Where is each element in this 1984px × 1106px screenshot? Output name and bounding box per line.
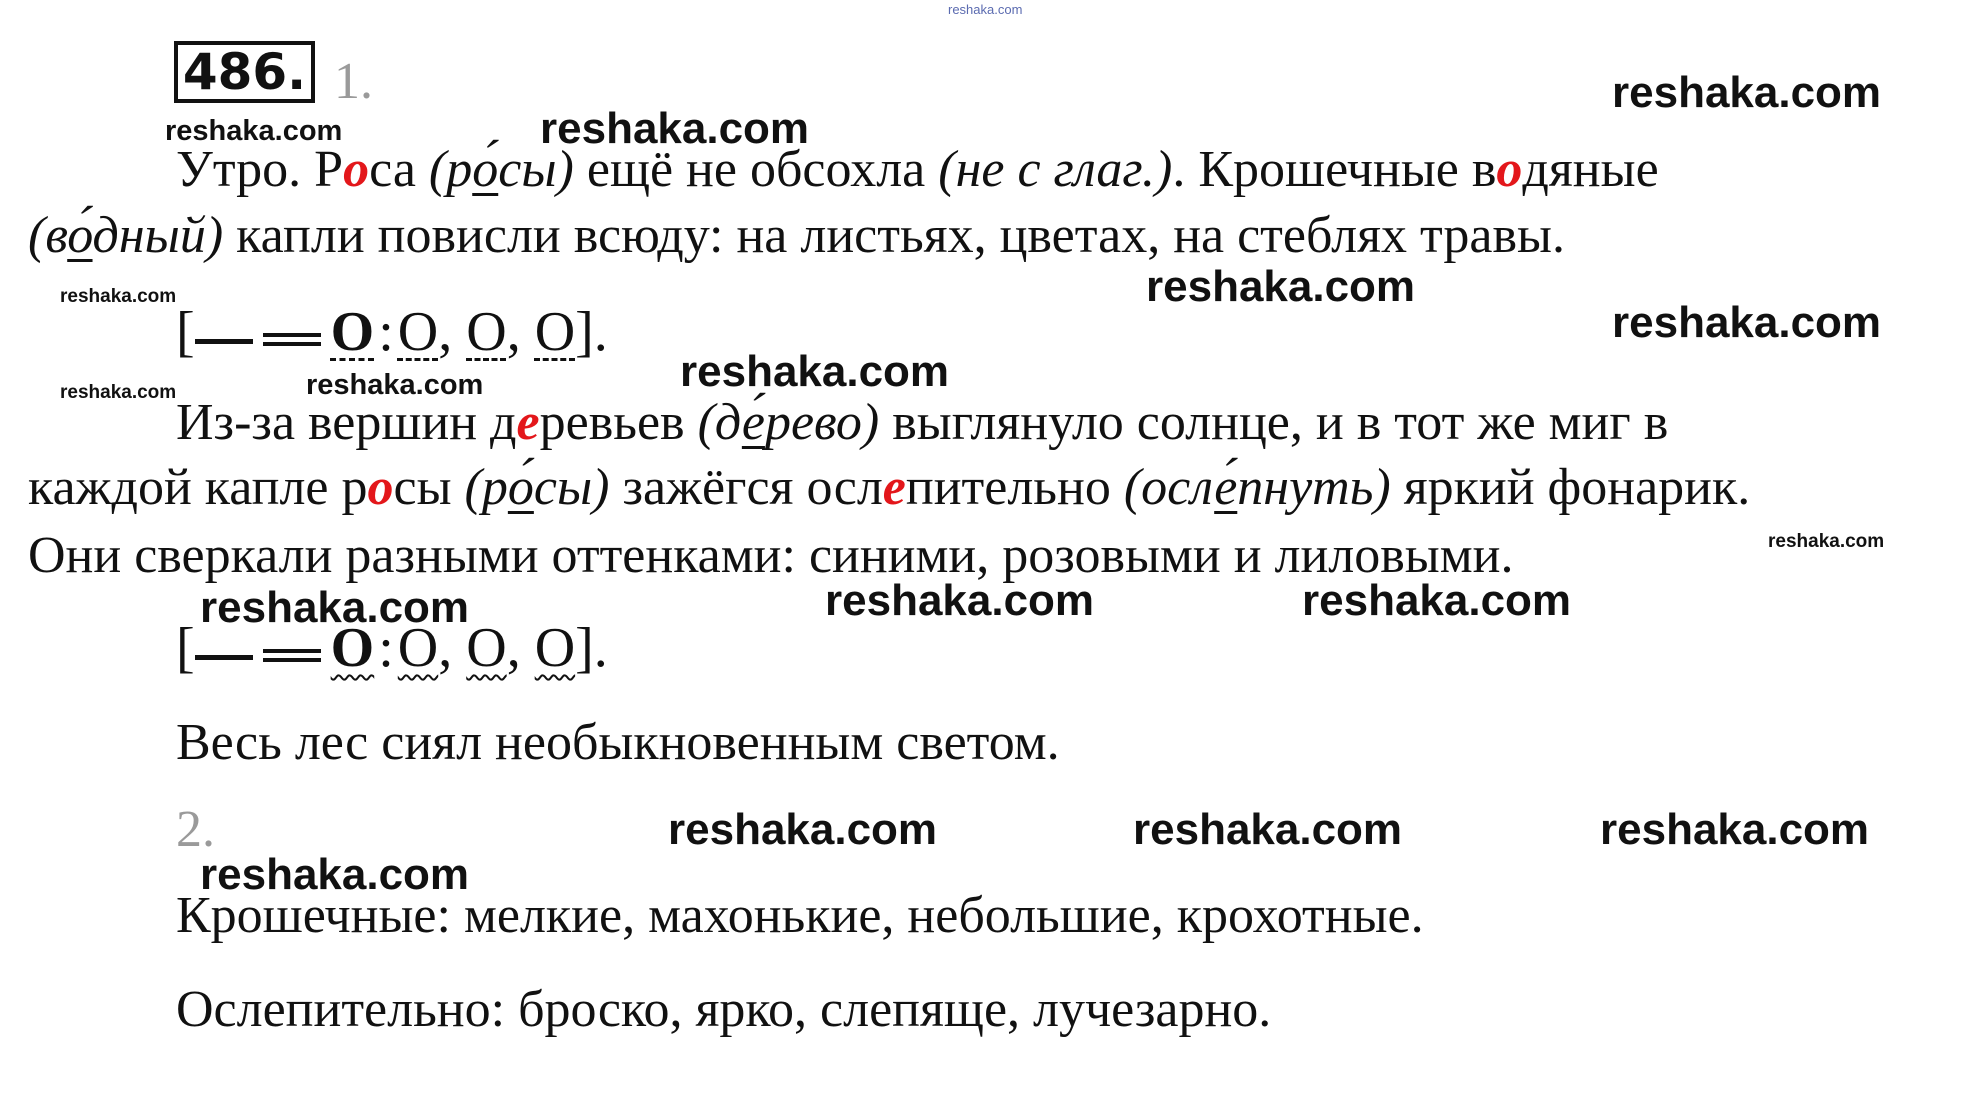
sentence1-line1: Утро. Роса (ро́сы) ещё не обсохла (не с глаг.). Крошечные водяные: [176, 141, 1659, 198]
watermark: reshaka.com: [1302, 576, 1572, 625]
watermark: reshaka.com: [306, 369, 484, 401]
sentence2-line3: Они сверкали разными оттенками: синими, розовыми и лиловыми.: [28, 527, 1514, 584]
sentence-scheme-1: [ O:O, O, O].: [176, 301, 608, 363]
watermark: reshaka.com: [165, 115, 343, 147]
predicate-mark: [263, 649, 321, 662]
watermark: reshaka.com: [680, 347, 950, 396]
vowel-highlight: о: [1496, 141, 1523, 198]
watermark: reshaka.com: [1768, 531, 1885, 552]
watermark: reshaka.com: [1612, 298, 1882, 347]
watermark: reshaka.com: [200, 583, 470, 632]
sentence3: Весь лес сиял необыкновенным светом.: [176, 714, 1060, 771]
stressed-vowel: о́: [507, 459, 534, 516]
sentence-scheme-2: [ O:O, O, O].: [176, 617, 608, 679]
sentence1-line2: (во́дный) капли повисли всюду: на листьях, цветах, на стеблях травы.: [28, 207, 1565, 264]
stressed-vowel: е́: [1214, 459, 1238, 516]
watermark: reshaka.com: [540, 104, 810, 153]
stressed-vowel: о́: [472, 141, 499, 198]
vowel-highlight: о: [367, 459, 394, 516]
synonyms-line-2: Ослепительно: броско, ярко, слепяще, лучезарно.: [176, 981, 1272, 1038]
part2-label: 2.: [176, 801, 215, 858]
stressed-vowel: о́: [67, 207, 93, 264]
synonyms-line-1: Крошечные: мелкие, махонькие, небольшие, крохотные.: [176, 887, 1424, 944]
watermark: reshaka.com: [1612, 68, 1882, 117]
watermark: reshaka.com: [1133, 805, 1403, 854]
watermark: reshaka.com: [668, 805, 938, 854]
part1-label: 1.: [334, 53, 373, 110]
sentence2-line1: Из-за вершин деревьев (де́рево) выглянуло солнце, и в тот же миг в: [176, 394, 1669, 451]
predicate-mark: [263, 333, 321, 346]
task-number: 486.: [174, 41, 315, 103]
watermark: reshaka.com: [825, 576, 1095, 625]
vowel-highlight: е: [882, 459, 906, 516]
subject-mark: [195, 339, 253, 344]
watermark: reshaka.com: [60, 286, 177, 307]
watermark: reshaka.com: [60, 382, 177, 403]
watermark: reshaka.com: [1146, 262, 1416, 311]
sentence2-line2: каждой капле росы (ро́сы) зажёгся ослепительно (осле́пнуть) яркий фонарик.: [28, 459, 1751, 516]
vowel-highlight: о: [343, 141, 370, 198]
grammar-note: (не с глаг.): [938, 141, 1173, 198]
vowel-highlight: е: [516, 394, 540, 451]
watermark: reshaka.com: [200, 850, 470, 899]
site-url-label: reshaka.com: [948, 2, 1023, 17]
stressed-vowel: е́: [741, 394, 765, 451]
watermark: reshaka.com: [1600, 805, 1870, 854]
subject-mark: [195, 655, 253, 660]
